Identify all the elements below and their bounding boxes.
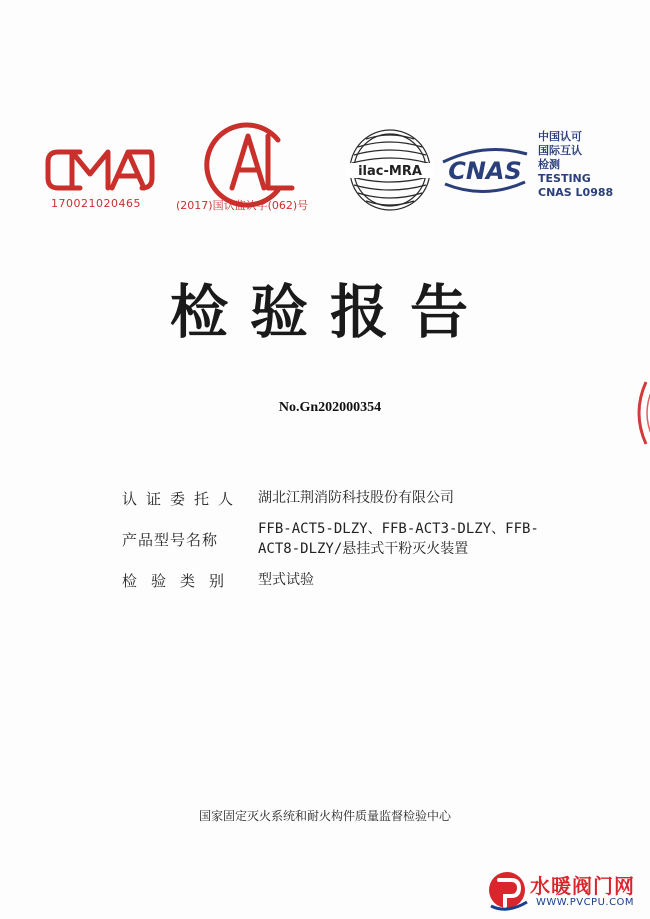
- watermark-site-name: 水暖阀门网: [530, 874, 635, 898]
- cnas-line-3: 检测: [538, 158, 560, 171]
- cnas-text-mark: CNAS: [448, 157, 522, 185]
- cnas-logo: [435, 140, 535, 200]
- ilac-mra-logo: [340, 125, 440, 215]
- cal-logo: [170, 118, 320, 233]
- issuing-organization: 国家固定灭火系统和耐火构件质量监督检验中心: [198, 809, 451, 823]
- client-label: 认证委托人: [122, 490, 243, 508]
- model-label: 产品型号名称: [122, 531, 219, 549]
- model-value-line-2: ACT8-DLZY/悬挂式干粉灭火装置: [258, 541, 469, 557]
- inspection-type-label: 检验类别: [122, 572, 239, 590]
- inspection-type-value: 型式试验: [258, 572, 314, 588]
- cnas-line-5: CNAS L0988: [538, 186, 614, 199]
- cnas-accreditation-text: [538, 130, 613, 200]
- cma-code: 170021020465: [51, 197, 141, 210]
- cnas-line-1: 中国认可: [538, 130, 582, 143]
- watermark-url: WWW.PVCPU.COM: [536, 897, 635, 908]
- document-title: 检验报告: [169, 278, 490, 346]
- ilac-mra-text: ilac-MRA: [358, 164, 422, 179]
- cnas-line-2: 国际互认: [538, 144, 582, 157]
- cma-logo: [40, 138, 158, 228]
- report-number: No.Gn202000354: [278, 400, 382, 415]
- cal-caption: (2017)国认监认字(062)号: [176, 199, 309, 212]
- client-value: 湖北江荆消防科技股份有限公司: [258, 490, 454, 506]
- model-value-line-1: FFB-ACT5-DLZY、FFB-ACT3-DLZY、FFB-: [258, 521, 539, 537]
- edge-seal-mark: [628, 378, 650, 448]
- model-value: [258, 519, 598, 559]
- cnas-line-4: TESTING: [538, 172, 591, 185]
